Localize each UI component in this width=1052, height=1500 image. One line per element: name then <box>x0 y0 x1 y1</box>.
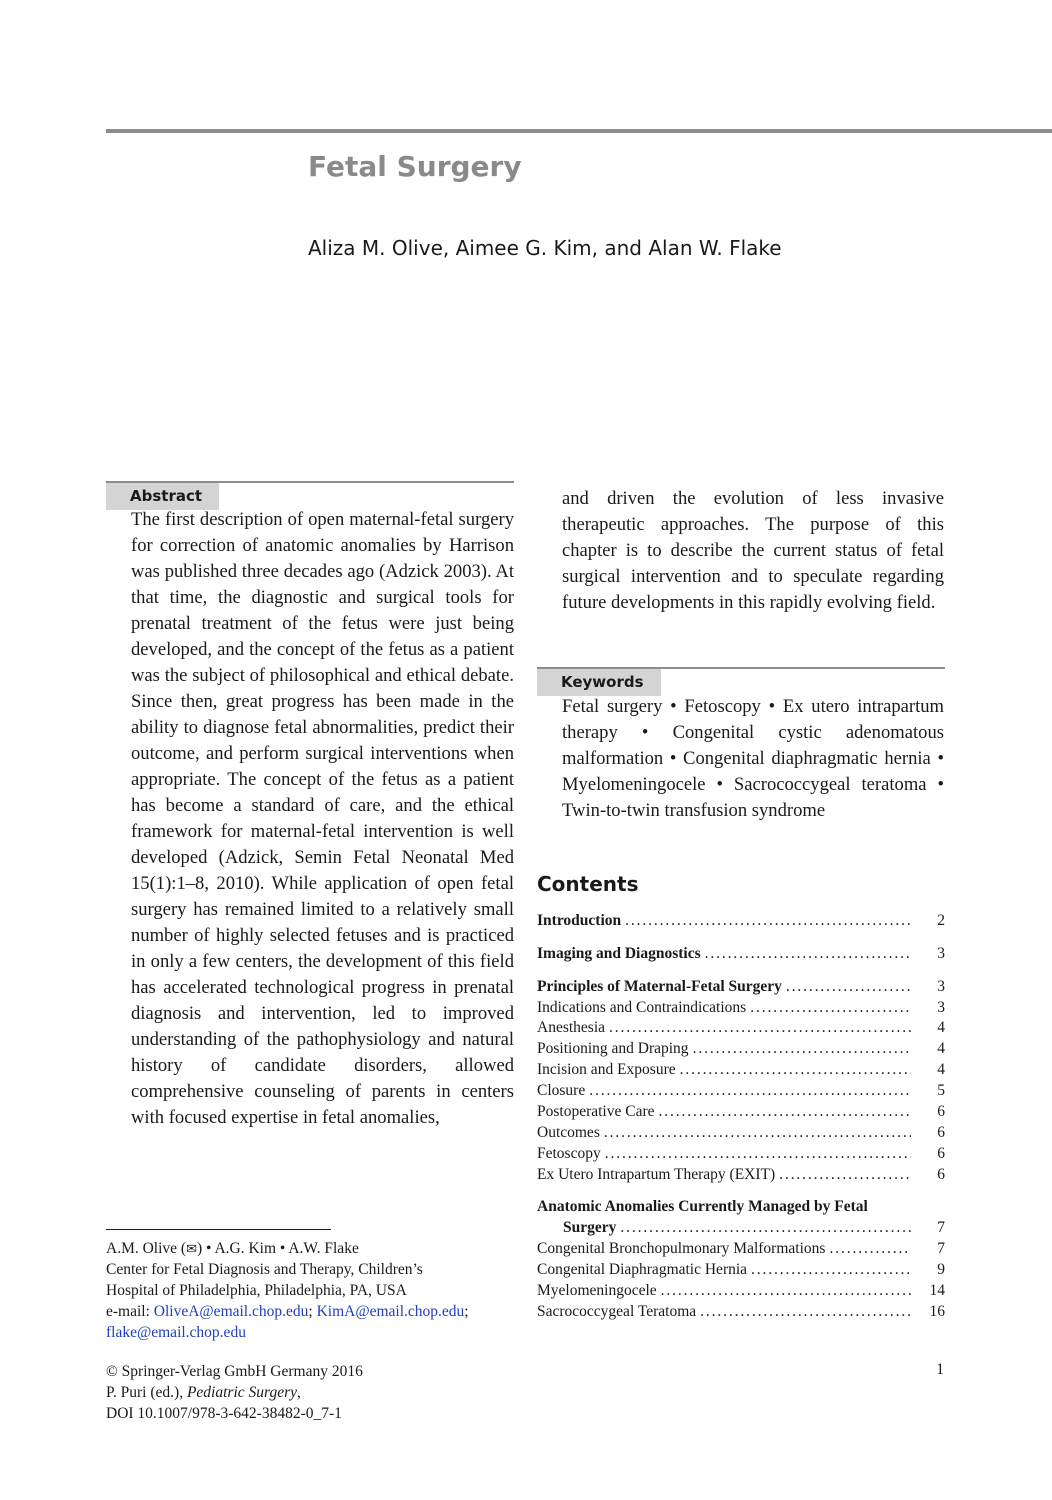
toc-entry-label: Anesthesia <box>537 1019 606 1036</box>
toc-entry[interactable] <box>537 1102 945 1122</box>
email-link-flake[interactable]: flake@email.chop.edu <box>106 1324 246 1341</box>
toc-leader-dots <box>609 1018 911 1038</box>
footnote-emails <box>106 1301 469 1322</box>
toc-entry[interactable] <box>537 1018 945 1038</box>
toc-entry-page: 6 <box>937 1124 945 1141</box>
editor-comma: , <box>297 1384 301 1401</box>
toc-entry-label: Congenital Bronchopulmonary Malformations <box>537 1240 826 1257</box>
toc-leader-dots <box>589 1081 911 1101</box>
toc-entry-label: Sacrococcygeal Teratoma <box>537 1303 697 1320</box>
contents-heading: Contents <box>537 872 639 896</box>
toc-entry[interactable] <box>537 911 945 931</box>
toc-entry-label: Surgery <box>563 1219 617 1236</box>
toc-leader-dots <box>625 911 911 931</box>
toc-entry-page: 14 <box>929 1282 945 1299</box>
copyright-icon: © <box>106 1363 118 1380</box>
toc-entry-label: Outcomes <box>537 1124 600 1141</box>
abstract-label: Abstract <box>106 483 219 510</box>
toc-leader-dots <box>750 998 911 1018</box>
toc-entry[interactable] <box>537 1165 945 1185</box>
toc-leader-dots <box>779 1165 911 1185</box>
toc-entry[interactable] <box>537 1281 945 1301</box>
toc-leader-dots <box>829 1239 911 1259</box>
toc-entry[interactable] <box>537 1144 945 1164</box>
toc-leader-dots <box>659 1102 911 1122</box>
toc-leader-dots <box>605 1144 911 1164</box>
email-separator-2: ; <box>464 1303 469 1320</box>
keywords-label: Keywords <box>537 669 661 696</box>
toc-entry[interactable] <box>537 1039 945 1059</box>
toc-entry-label: Imaging and Diagnostics <box>537 945 701 962</box>
toc-entry-page: 6 <box>937 1103 945 1120</box>
toc-entry[interactable] <box>537 977 945 997</box>
toc-leader-dots <box>680 1060 911 1080</box>
toc-entry-label: Anatomic Anomalies Currently Managed by Fetal <box>537 1198 868 1215</box>
book-reference <box>106 1382 301 1403</box>
toc-entry-page: 3 <box>937 978 945 995</box>
toc-entry-page: 4 <box>937 1019 945 1036</box>
toc-leader-dots <box>661 1281 911 1301</box>
abstract-text-left: The first description of open maternal-fetal surgery for correction of anatomic anomalies by Harrison was published three decades ago (Adzick 2003). At that time, the diagnostic and surgical tools for prenatal treatment of the fetus were just being developed, and the concept of the fetus as a patient was the subject of philosophical and ethical debate. Since then, great progress has been made in the ability to diagnose fetal abnormalities, predict their outcome, and perform surgical interventions when appropriate. The concept of the fetus as a patient has become a standard of care, and the ethical framework for maternal-fetal intervention is well developed (Adzick, Semin Fetal Neonatal Med 15(1):1–8, 2010). While application of open fetal surgery has remained limited to a relatively small number of highly selected fetuses and is practiced in only a few centers, the development of this field has accelerated technological progress in prenatal diagnosis and intervention, led to improved understanding of the pathophysiology and natural history of candidate disorders, allowed comprehensive counseling of parents in centers with focused expertise in fetal anomalies, <box>131 509 514 1128</box>
footnote-authors <box>106 1238 359 1260</box>
footnote-rule <box>106 1229 331 1230</box>
footnote-emails-2 <box>106 1322 246 1343</box>
chapter-title: Fetal Surgery <box>308 150 522 183</box>
toc-leader-dots <box>786 977 911 997</box>
book-title: Pediatric Surgery <box>186 1384 298 1401</box>
toc-entry-label: Indications and Contraindications <box>537 999 747 1016</box>
toc-entry-label: Introduction <box>537 912 622 929</box>
toc-entry-label: Ex Utero Intrapartum Therapy (EXIT) <box>537 1166 776 1183</box>
toc-entry[interactable] <box>537 1060 945 1080</box>
toc-entry[interactable] <box>537 1197 945 1217</box>
top-rule <box>106 129 1052 133</box>
toc-entry-label: Congenital Diaphragmatic Hernia <box>537 1261 748 1278</box>
toc-entry-page: 7 <box>937 1219 945 1236</box>
toc-entry-page: 2 <box>937 912 945 929</box>
email-link-olive[interactable]: OliveA@email.chop.edu <box>153 1303 309 1320</box>
copyright-text: Springer-Verlag GmbH Germany 2016 <box>117 1363 363 1380</box>
copyright-line <box>106 1361 363 1382</box>
email-separator: ; <box>308 1303 317 1320</box>
toc-leader-dots <box>700 1302 911 1322</box>
toc-entry[interactable] <box>537 944 945 964</box>
toc-entry-page: 6 <box>937 1166 945 1183</box>
editor-text: P. Puri (ed.), <box>106 1384 187 1401</box>
toc-leader-dots <box>604 1123 911 1143</box>
toc-entry-page: 4 <box>937 1061 945 1078</box>
toc-entry-page: 4 <box>937 1040 945 1057</box>
email-link-kim[interactable]: KimA@email.chop.edu <box>316 1303 465 1320</box>
toc-entry-label: Postoperative Care <box>537 1103 655 1120</box>
toc-entry-page: 9 <box>937 1261 945 1278</box>
toc-entry-label: Fetoscopy <box>537 1145 601 1162</box>
footnote-authors-text-2: ) • A.G. Kim • A.W. Flake <box>196 1240 359 1257</box>
toc-entry[interactable] <box>537 1218 945 1238</box>
toc-entry-page: 7 <box>937 1240 945 1257</box>
toc-entry-label: Incision and Exposure <box>537 1061 676 1078</box>
page-number: 1 <box>936 1361 944 1378</box>
footnote-affiliation-2: Hospital of Philadelphia, Philadelphia, PA, USA <box>106 1282 407 1299</box>
toc-entry-label: Principles of Maternal-Fetal Surgery <box>537 978 782 995</box>
keywords-text: Fetal surgery • Fetoscopy • Ex utero intrapartum therapy • Congenital cystic adenomatous malformation • Congenital diaphragmatic hernia • Myelomeningocele • Sacrococcygeal teratoma • Twin-to-twin transfusion syndrome <box>562 696 944 821</box>
chapter-authors: Aliza M. Olive, Aimee G. Kim, and Alan W. Flake <box>308 236 782 260</box>
mail-icon: ✉ <box>186 1242 197 1257</box>
toc-leader-dots <box>705 944 911 964</box>
footnote-affiliation-1: Center for Fetal Diagnosis and Therapy, Children’s <box>106 1261 423 1278</box>
toc-entry-page: 3 <box>937 945 945 962</box>
toc-entry[interactable] <box>537 1239 945 1259</box>
toc-entry-label: Myelomeningocele <box>537 1282 657 1299</box>
doi-line: DOI 10.1007/978-3-642-38482-0_7-1 <box>106 1405 342 1422</box>
toc-leader-dots <box>751 1260 911 1280</box>
toc-entry-label: Closure <box>537 1082 586 1099</box>
toc-entry[interactable] <box>537 1081 945 1101</box>
toc-entry-page: 5 <box>937 1082 945 1099</box>
toc-entry[interactable] <box>537 998 945 1018</box>
toc-entry-page: 6 <box>937 1145 945 1162</box>
toc-entry[interactable] <box>537 1260 945 1280</box>
toc-entry[interactable] <box>537 1123 945 1143</box>
toc-leader-dots <box>620 1218 911 1238</box>
email-prefix: e-mail: <box>106 1303 154 1320</box>
abstract-text-right: and driven the evolution of less invasive therapeutic approaches. The purpose of this chapter is to describe the current status of fetal surgical intervention and to speculate regarding future developments in this rapidly evolving field. <box>562 488 944 613</box>
footnote-authors-text: A.M. Olive ( <box>106 1240 187 1257</box>
toc-entry-page: 16 <box>929 1303 945 1320</box>
toc-leader-dots <box>693 1039 911 1059</box>
toc-entry-label: Positioning and Draping <box>537 1040 689 1057</box>
toc-entry[interactable] <box>537 1302 945 1322</box>
toc-entry-page: 3 <box>937 999 945 1016</box>
